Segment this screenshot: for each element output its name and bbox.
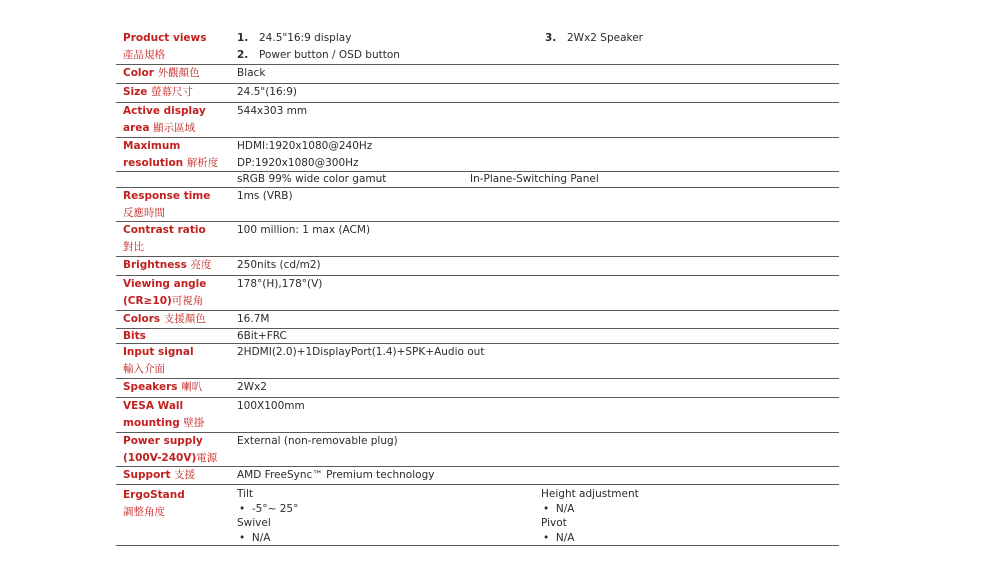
pivot-value: • N/A <box>543 531 575 544</box>
row-colors <box>116 311 839 329</box>
height-label: Height adjustment <box>541 488 639 500</box>
label-size: Size 螢幕尺寸 <box>123 86 194 98</box>
value-response-time: 1ms (VRB) <box>237 190 293 202</box>
tilt-value: • -5°~ 25° <box>239 502 299 515</box>
value-vesa: 100X100mm <box>237 400 305 412</box>
row-active-area <box>116 103 839 138</box>
row-vesa <box>116 398 839 433</box>
row-input-signal <box>116 344 839 379</box>
row-color <box>116 65 839 84</box>
value-max-resolution: HDMI:1920x1080@240Hz DP:1920x1080@300Hz <box>237 140 373 169</box>
value-input-signal: 2HDMI(2.0)+1DisplayPort(1.4)+SPK+Audio out <box>237 346 485 358</box>
row-ergostand <box>116 485 839 546</box>
label-vesa: VESA Wall mounting 壁掛 <box>123 400 205 429</box>
label-viewing-angle: Viewing angle (CR≥10)可視角 <box>123 278 207 307</box>
label-input-signal: Input signal 輸入介面 <box>123 346 194 375</box>
row-power-supply <box>116 433 839 467</box>
label-active-area: Active display area 顯示區域 <box>123 105 206 134</box>
label-bits: Bits <box>123 330 146 342</box>
row-viewing-angle <box>116 276 839 311</box>
row-max-resolution <box>116 138 839 172</box>
swivel-label: Swivel <box>237 517 271 529</box>
value-color: Black <box>237 67 266 79</box>
row-brightness <box>116 257 839 276</box>
value-ergostand-right <box>541 487 639 545</box>
value-support: AMD FreeSync™ Premium technology <box>237 469 435 481</box>
row-support <box>116 467 839 485</box>
label-power-supply: Power supply (100V-240V)電源 <box>123 435 218 464</box>
spec-sheet <box>116 30 839 546</box>
tilt-label: Tilt <box>237 488 254 500</box>
value-contrast: 100 million: 1 max (ACM) <box>237 224 371 236</box>
pivot-label: Pivot <box>541 517 567 529</box>
row-gamut <box>116 172 839 188</box>
product-view-item: 2. Power button / OSD button <box>237 49 400 61</box>
value-speakers: 2Wx2 <box>237 381 267 393</box>
row-contrast <box>116 222 839 257</box>
value-colors: 16.7M <box>237 313 270 325</box>
value-gamut: sRGB 99% wide color gamut <box>237 173 387 185</box>
row-speakers <box>116 379 839 398</box>
label-ergostand: ErgoStand 調整角度 <box>123 489 185 518</box>
value-product-views <box>237 30 400 64</box>
row-bits <box>116 329 839 344</box>
label-colors: Colors 支援顏色 <box>123 313 206 325</box>
label-max-resolution: Maximum resolution 解析度 <box>123 140 219 169</box>
label-support: Support 支援 <box>123 469 196 481</box>
swivel-value: • N/A <box>239 531 271 544</box>
label-brightness: Brightness 亮度 <box>123 259 212 271</box>
value-bits: 6Bit+FRC <box>237 330 287 342</box>
row-response-time <box>116 188 839 222</box>
value-ergostand-left <box>237 487 298 545</box>
height-value: • N/A <box>543 502 575 515</box>
label-color: Color 外觀顏色 <box>123 67 200 79</box>
value-active-area: 544x303 mm <box>237 105 308 117</box>
value-panel-type: In-Plane-Switching Panel <box>470 173 599 185</box>
row-size <box>116 84 839 103</box>
label-response-time: Response time 反應時間 <box>123 190 211 219</box>
label-speakers: Speakers 喇叭 <box>123 381 203 393</box>
row-product-views <box>116 30 839 65</box>
product-view-item: 1. 24.5"16:9 display <box>237 32 352 44</box>
label-contrast: Contrast ratio 對比 <box>123 224 206 253</box>
value-viewing-angle: 178°(H),178°(V) <box>237 278 323 290</box>
value-brightness: 250nits (cd/m2) <box>237 259 321 271</box>
value-power-supply: External (non-removable plug) <box>237 435 398 447</box>
product-view-item: 3. 2Wx2 Speaker <box>545 32 644 44</box>
label-product-views: Product views 產品規格 <box>123 32 207 61</box>
value-size: 24.5"(16:9) <box>237 86 297 98</box>
